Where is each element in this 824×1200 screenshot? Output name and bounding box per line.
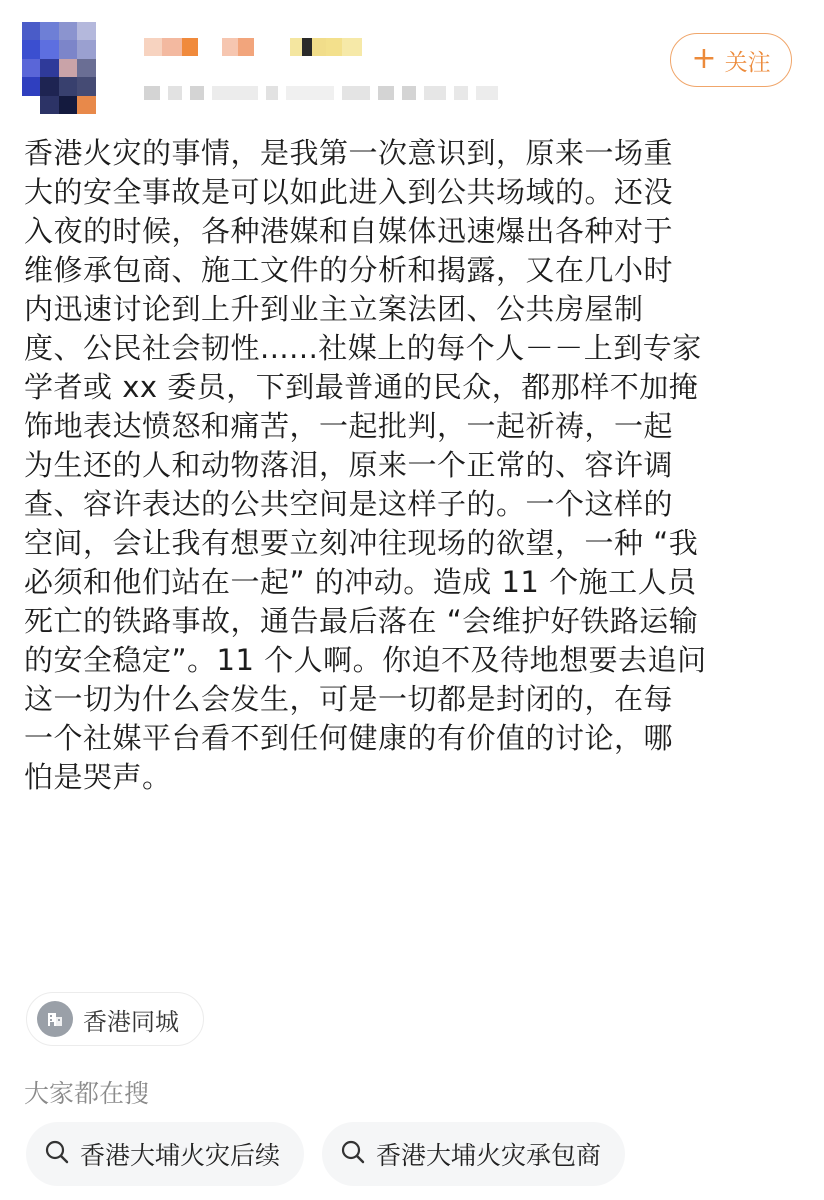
post-line: 查、容许表达的公共空间是这样子的。一个这样的 (24, 487, 674, 521)
post-line: 维修承包商、施工文件的分析和揭露，又在几小时 (24, 253, 674, 287)
post-line: 大的安全事故是可以如此进入到公共场域的。还没 (24, 175, 674, 209)
search-chip-label: 香港大埔火灾承包商 (376, 1141, 602, 1170)
post-line: 香港火灾的事情，是我第一次意识到，原来一场重 (24, 136, 674, 170)
post-line: 必须和他们站在一起” 的冲动。造成 11 个施工人员 (24, 565, 697, 599)
post-content (24, 134, 804, 797)
post-line: 一个社媒平台看不到任何健康的有价值的讨论，哪 (24, 721, 674, 755)
post-line: 的安全稳定”。11 个人啊。你迫不及待地想要去追问 (24, 643, 707, 677)
plus-icon: + (691, 40, 717, 76)
meta-blurred (144, 86, 498, 100)
post-line: 入夜的时候，各种港媒和自媒体迅速爆出各种对于 (24, 214, 674, 248)
post-header (0, 0, 824, 120)
post-line: 这一切为什么会发生，可是一切都是封闭的，在每 (24, 682, 674, 716)
search-heading: 大家都在搜 (24, 1079, 150, 1108)
post-line: 度、公民社会韧性......社媒上的每个人－－上到专家 (24, 331, 702, 365)
post-line: 空间，会让我有想要立刻冲往现场的欲望，一种 “我 (24, 526, 699, 560)
location-label: 香港同城 (83, 1007, 179, 1036)
search-suggestions (26, 1122, 625, 1186)
post-line: 饰地表达愤怒和痛苦，一起批判，一起祈祷，一起 (24, 409, 674, 443)
search-icon (340, 1139, 366, 1169)
post-line: 死亡的铁路事故，通告最后落在 “会维护好铁路运输 (24, 604, 699, 638)
search-chip[interactable] (26, 1122, 304, 1186)
search-icon (44, 1139, 70, 1169)
post-line: 学者或 xx 委员，下到最普通的民众，都那样不加掩 (24, 370, 699, 404)
avatar[interactable] (22, 22, 114, 114)
post-line: 为生还的人和动物落泪，原来一个正常的、容许调 (24, 448, 674, 482)
post-line: 内迅速讨论到上升到业主立案法团、公共房屋制 (24, 292, 644, 326)
username-blurred[interactable] (144, 38, 362, 56)
building-icon (37, 1001, 73, 1037)
follow-label: 关注 (724, 49, 771, 76)
search-chip[interactable] (322, 1122, 625, 1186)
location-tag[interactable] (26, 992, 204, 1046)
post-line: 怕是哭声。 (24, 760, 172, 794)
search-chip-label: 香港大埔火灾后续 (80, 1141, 281, 1170)
follow-button[interactable] (670, 33, 792, 87)
